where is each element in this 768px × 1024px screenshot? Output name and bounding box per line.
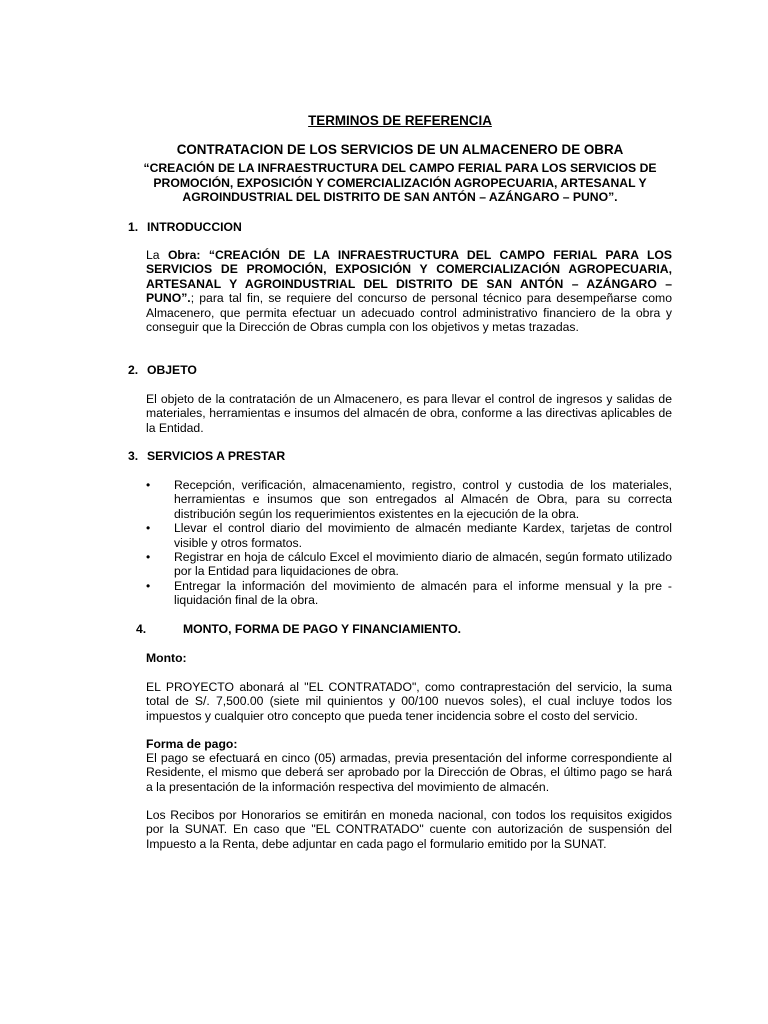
intro-work-name: “CREACIÓN DE LA INFRAESTRUCTURA DEL CAMPO FERIAL PARA LOS SERVICIOS DE PROMOCIÓN, EXPOSICIÓN Y COMERCIALIZACIÓN AGROPECUARIA, ARTESANAL Y AGROINDUSTRIAL DEL DISTRITO DE SAN ANTÓN – AZÁNGARO – PUNO”. [146,248,672,306]
document-subtitle: CONTRATACION DE LOS SERVICIOS DE UN ALMACENERO DE OBRA [176,142,624,157]
section-2-heading [128,363,197,377]
section-number: 4. [136,622,147,636]
list-item [146,550,672,579]
list-item [146,521,672,550]
section-title: MONTO, FORMA DE PAGO Y FINANCIAMIENTO. [183,622,462,636]
intro-obra-label: Obra: [167,248,201,262]
section-title: SERVICIOS A PRESTAR [147,449,286,463]
list-item-text: Registrar en hoja de cálculo Excel el movimiento diario de almacén, según formato utilizado por la Entidad para liquidaciones de obra. [174,550,672,579]
section-number: 2. [128,363,139,377]
document-title: TERMINOS DE REFERENCIA [308,113,492,128]
monto-label: Monto: [146,651,187,665]
services-list [146,478,672,608]
section-title: OBJETO [147,363,197,377]
list-item [146,478,672,521]
intro-prefix: La [146,248,168,262]
list-item-text: Recepción, verificación, almacenamiento, registro, control y custodia de los materiales, herramientas e insumos que son entregados al Almacén de Obra, para su correcta distribución según los requerimientos existentes en la ejecución de la obra. [174,478,672,521]
section-4-heading [136,622,461,636]
work-title-line: “CREACIÓN DE LA INFRAESTRUCTURA DEL CAMPO FERIAL PARA LOS SERVICIOS DE [143,161,657,175]
recibos-paragraph: Los Recibos por Honorarios se emitirán en moneda nacional, con todos los requisitos exigidos por la SUNAT. En caso que "EL CONTRATADO" cuente con autorización de suspensión del Impuesto a la Renta, debe adjuntar en cada pago el formulario emitido por la SUNAT. [146,808,672,851]
forma-de-pago-paragraph: El pago se efectuará en cinco (05) armadas, previa presentación del informe correspondiente al Residente, el mismo que deberá ser aprobado por la Dirección de Obras, el último pago se hará a la presentación de la información respectiva del movimiento de almacén. [146,751,672,794]
work-title-line: AGROINDUSTRIAL DEL DISTRITO DE SAN ANTÓN – AZÁNGARO – PUNO”. [182,190,618,205]
section-title: INTRODUCCION [147,220,242,234]
forma-de-pago-label: Forma de pago: [146,737,238,751]
bullet-icon: • [146,521,151,536]
list-item-text: Entregar la información del movimiento de almacén para el informe mensual y la pre - liquidación final de la obra. [174,578,672,608]
section-1-paragraph [146,248,672,334]
section-number: 1. [128,220,139,234]
bullet-icon: • [146,478,151,492]
intro-rest: ; para tal fin, se requiere del concurso de personal técnico para desempeñarse como Almacenero, que permita efectuar un adecuado control administrativo financiero de la obra y conseguir que la Dirección de Obras cumpla con los objetivos y metas trazadas. [146,291,672,335]
list-item-text: Llevar el control diario del movimiento de almacén mediante Kardex, tarjetas de control visible y otros formatos. [174,521,672,550]
work-title-line: PROMOCIÓN, EXPOSICIÓN Y COMERCIALIZACIÓN AGROPECUARIA, ARTESANAL Y [153,175,647,190]
section-2-paragraph: El objeto de la contratación de un Almacenero, es para llevar el control de ingresos y salidas de materiales, herramientas e insumos del almacén de obra, conforme a las directivas aplicables de la Entidad. [146,392,672,435]
list-item [146,579,672,608]
monto-paragraph: EL PROYECTO abonará al "EL CONTRATADO", como contraprestación del servicio, la suma total de S/. 7,500.00 (siete mil quinientos y 00/100 nuevos soles), el cual incluye todos los impuestos y cualquier otro concepto que pueda tener incidencia sobre el costo del servicio. [146,680,672,723]
section-3-heading [128,449,285,463]
section-1-heading [128,220,242,234]
section-number: 3. [128,449,139,463]
bullet-icon: • [146,578,151,593]
bullet-icon: • [146,550,151,565]
work-title [0,161,768,205]
